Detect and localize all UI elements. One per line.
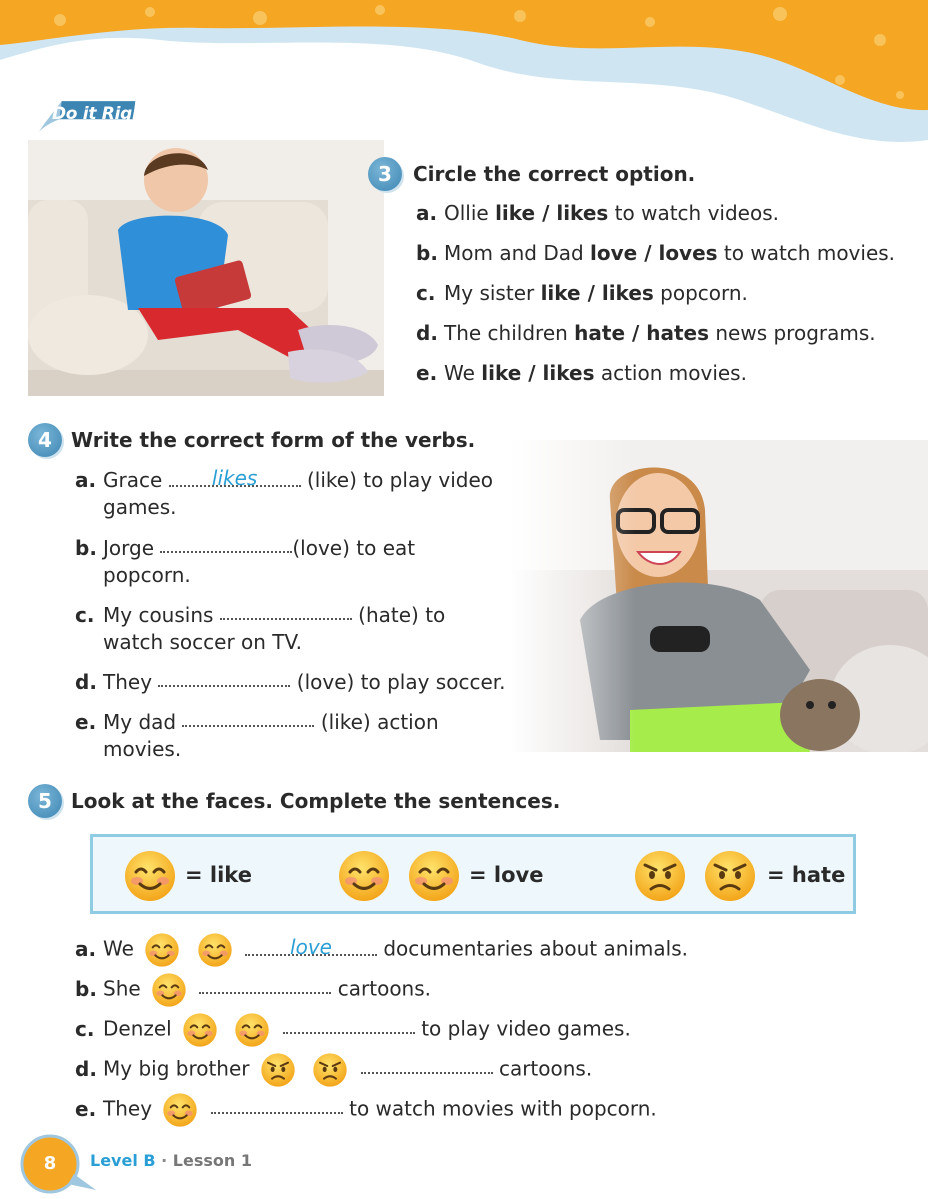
item-text: (like) to play video <box>307 468 494 492</box>
item-letter: e. <box>75 1096 97 1121</box>
circle-options[interactable]: hate / hates <box>574 321 710 345</box>
exercise-5-number: 5 <box>28 784 62 818</box>
item-letter: c. <box>416 281 436 305</box>
item-letter: a. <box>75 468 97 492</box>
item-text: Jorge <box>103 536 155 560</box>
item-text: Mom and Dad <box>444 241 591 265</box>
item-text: Grace <box>103 468 163 492</box>
exercise-4-instruction: Write the correct form of the verbs. <box>71 428 476 452</box>
item-letter: b. <box>75 976 97 1001</box>
top-banner <box>0 0 928 160</box>
happy-face-icon <box>182 1012 218 1048</box>
exercise-3-instruction: Circle the correct option. <box>413 162 696 186</box>
ex4-item-e <box>75 707 505 763</box>
item-text: (love) to play soccer. <box>296 670 506 694</box>
item-text: My cousins <box>103 603 214 627</box>
item-text: (like) action <box>320 710 439 734</box>
answer-blank[interactable] <box>158 665 290 687</box>
answer-blank[interactable] <box>182 705 314 727</box>
item-text: The children <box>444 321 575 345</box>
item-text: (love) to eat <box>292 536 416 560</box>
answer-blank[interactable]: likes <box>169 465 301 487</box>
angry-face-icon <box>633 849 687 903</box>
answer-blank[interactable] <box>199 972 331 994</box>
exercise-4-number: 4 <box>28 423 62 457</box>
circle-options[interactable]: like / likes <box>481 361 595 385</box>
happy-face-icon <box>123 849 177 903</box>
circle-options[interactable]: love / loves <box>590 241 718 265</box>
answer-blank[interactable] <box>361 1052 493 1074</box>
item-letter: d. <box>75 670 97 694</box>
item-letter: a. <box>416 201 438 225</box>
boy-with-tablet-photo <box>28 140 384 396</box>
exercise-3-number: 3 <box>368 157 402 191</box>
happy-face-icon <box>407 849 461 903</box>
item-continuation: watch soccer on TV. <box>103 630 302 654</box>
ex5-item-d <box>75 1052 592 1088</box>
item-text: We <box>444 361 482 385</box>
item-letter: e. <box>75 710 97 734</box>
item-text: She <box>103 976 141 1001</box>
circle-options[interactable]: like / likes <box>495 201 609 225</box>
footer-level: Level B <box>90 1151 156 1170</box>
ex5-item-e <box>75 1092 657 1128</box>
faces-legend-box <box>90 834 856 914</box>
answer-blank[interactable]: love <box>245 934 377 956</box>
legend-love: = love <box>469 863 544 887</box>
item-text: popcorn. <box>653 281 748 305</box>
answer-blank[interactable] <box>211 1092 343 1114</box>
item-letter: b. <box>416 241 438 265</box>
legend-hate: = hate <box>767 863 846 887</box>
ex5-item-a <box>75 932 688 968</box>
item-text: Ollie <box>444 201 496 225</box>
item-text: news programs. <box>709 321 876 345</box>
ex4-item-c <box>75 600 505 656</box>
item-text: My big brother <box>103 1056 250 1081</box>
item-text: to watch movies with popcorn. <box>349 1096 657 1121</box>
item-continuation: movies. <box>103 737 182 761</box>
answer-blank[interactable] <box>220 598 352 620</box>
item-letter: d. <box>416 321 438 345</box>
answer-blank[interactable] <box>160 531 292 553</box>
item-continuation: popcorn. <box>103 563 191 587</box>
item-text: to watch movies. <box>717 241 896 265</box>
angry-face-icon <box>312 1052 348 1088</box>
answer-blank[interactable] <box>283 1012 415 1034</box>
item-text: They <box>103 670 153 694</box>
happy-face-icon <box>234 1012 270 1048</box>
item-text: to watch videos. <box>608 201 779 225</box>
item-text: documentaries about animals. <box>383 936 689 961</box>
item-letter: d. <box>75 1056 97 1081</box>
item-letter: b. <box>75 536 97 560</box>
item-text: cartoons. <box>337 976 432 1001</box>
circle-options[interactable]: like / likes <box>540 281 654 305</box>
ex4-item-d <box>75 667 515 696</box>
item-text: (hate) to <box>358 603 446 627</box>
ex4-item-b <box>75 533 505 589</box>
ex5-item-b <box>75 972 431 1008</box>
ex4-item-a <box>75 467 505 521</box>
item-text: They <box>103 1096 153 1121</box>
footer-lesson: Lesson 1 <box>172 1151 252 1170</box>
ex5-item-c <box>75 1012 631 1048</box>
ex3-item-b <box>416 240 895 267</box>
item-text: cartoons. <box>498 1056 593 1081</box>
ex3-item-a <box>416 200 779 227</box>
legend-like: = like <box>185 863 252 887</box>
item-letter: a. <box>75 936 97 961</box>
exercise-5-instruction: Look at the faces. Complete the sentences. <box>71 789 561 813</box>
page-number: 8 <box>43 1153 57 1174</box>
item-letter: c. <box>75 1016 95 1041</box>
happy-face-icon <box>337 849 391 903</box>
item-letter: e. <box>416 361 438 385</box>
girl-gaming-photo <box>510 440 928 752</box>
item-text: My sister <box>444 281 541 305</box>
happy-face-icon <box>197 932 233 968</box>
item-text: to play video games. <box>421 1016 631 1041</box>
item-text: My dad <box>103 710 177 734</box>
item-text: action movies. <box>594 361 747 385</box>
happy-face-icon <box>162 1092 198 1128</box>
item-text: We <box>103 936 134 961</box>
item-continuation: games. <box>103 495 177 519</box>
ex3-item-e <box>416 360 747 387</box>
do-it-right-label: Do it Right! <box>52 104 160 124</box>
item-letter: c. <box>75 603 95 627</box>
happy-face-icon <box>144 932 180 968</box>
footer-lesson-info <box>90 1151 252 1170</box>
angry-face-icon <box>260 1052 296 1088</box>
happy-face-icon <box>151 972 187 1008</box>
footer-separator: · <box>155 1151 173 1170</box>
ex3-item-c <box>416 280 748 307</box>
ex3-item-d <box>416 320 876 347</box>
item-text: Denzel <box>103 1016 172 1041</box>
angry-face-icon <box>703 849 757 903</box>
